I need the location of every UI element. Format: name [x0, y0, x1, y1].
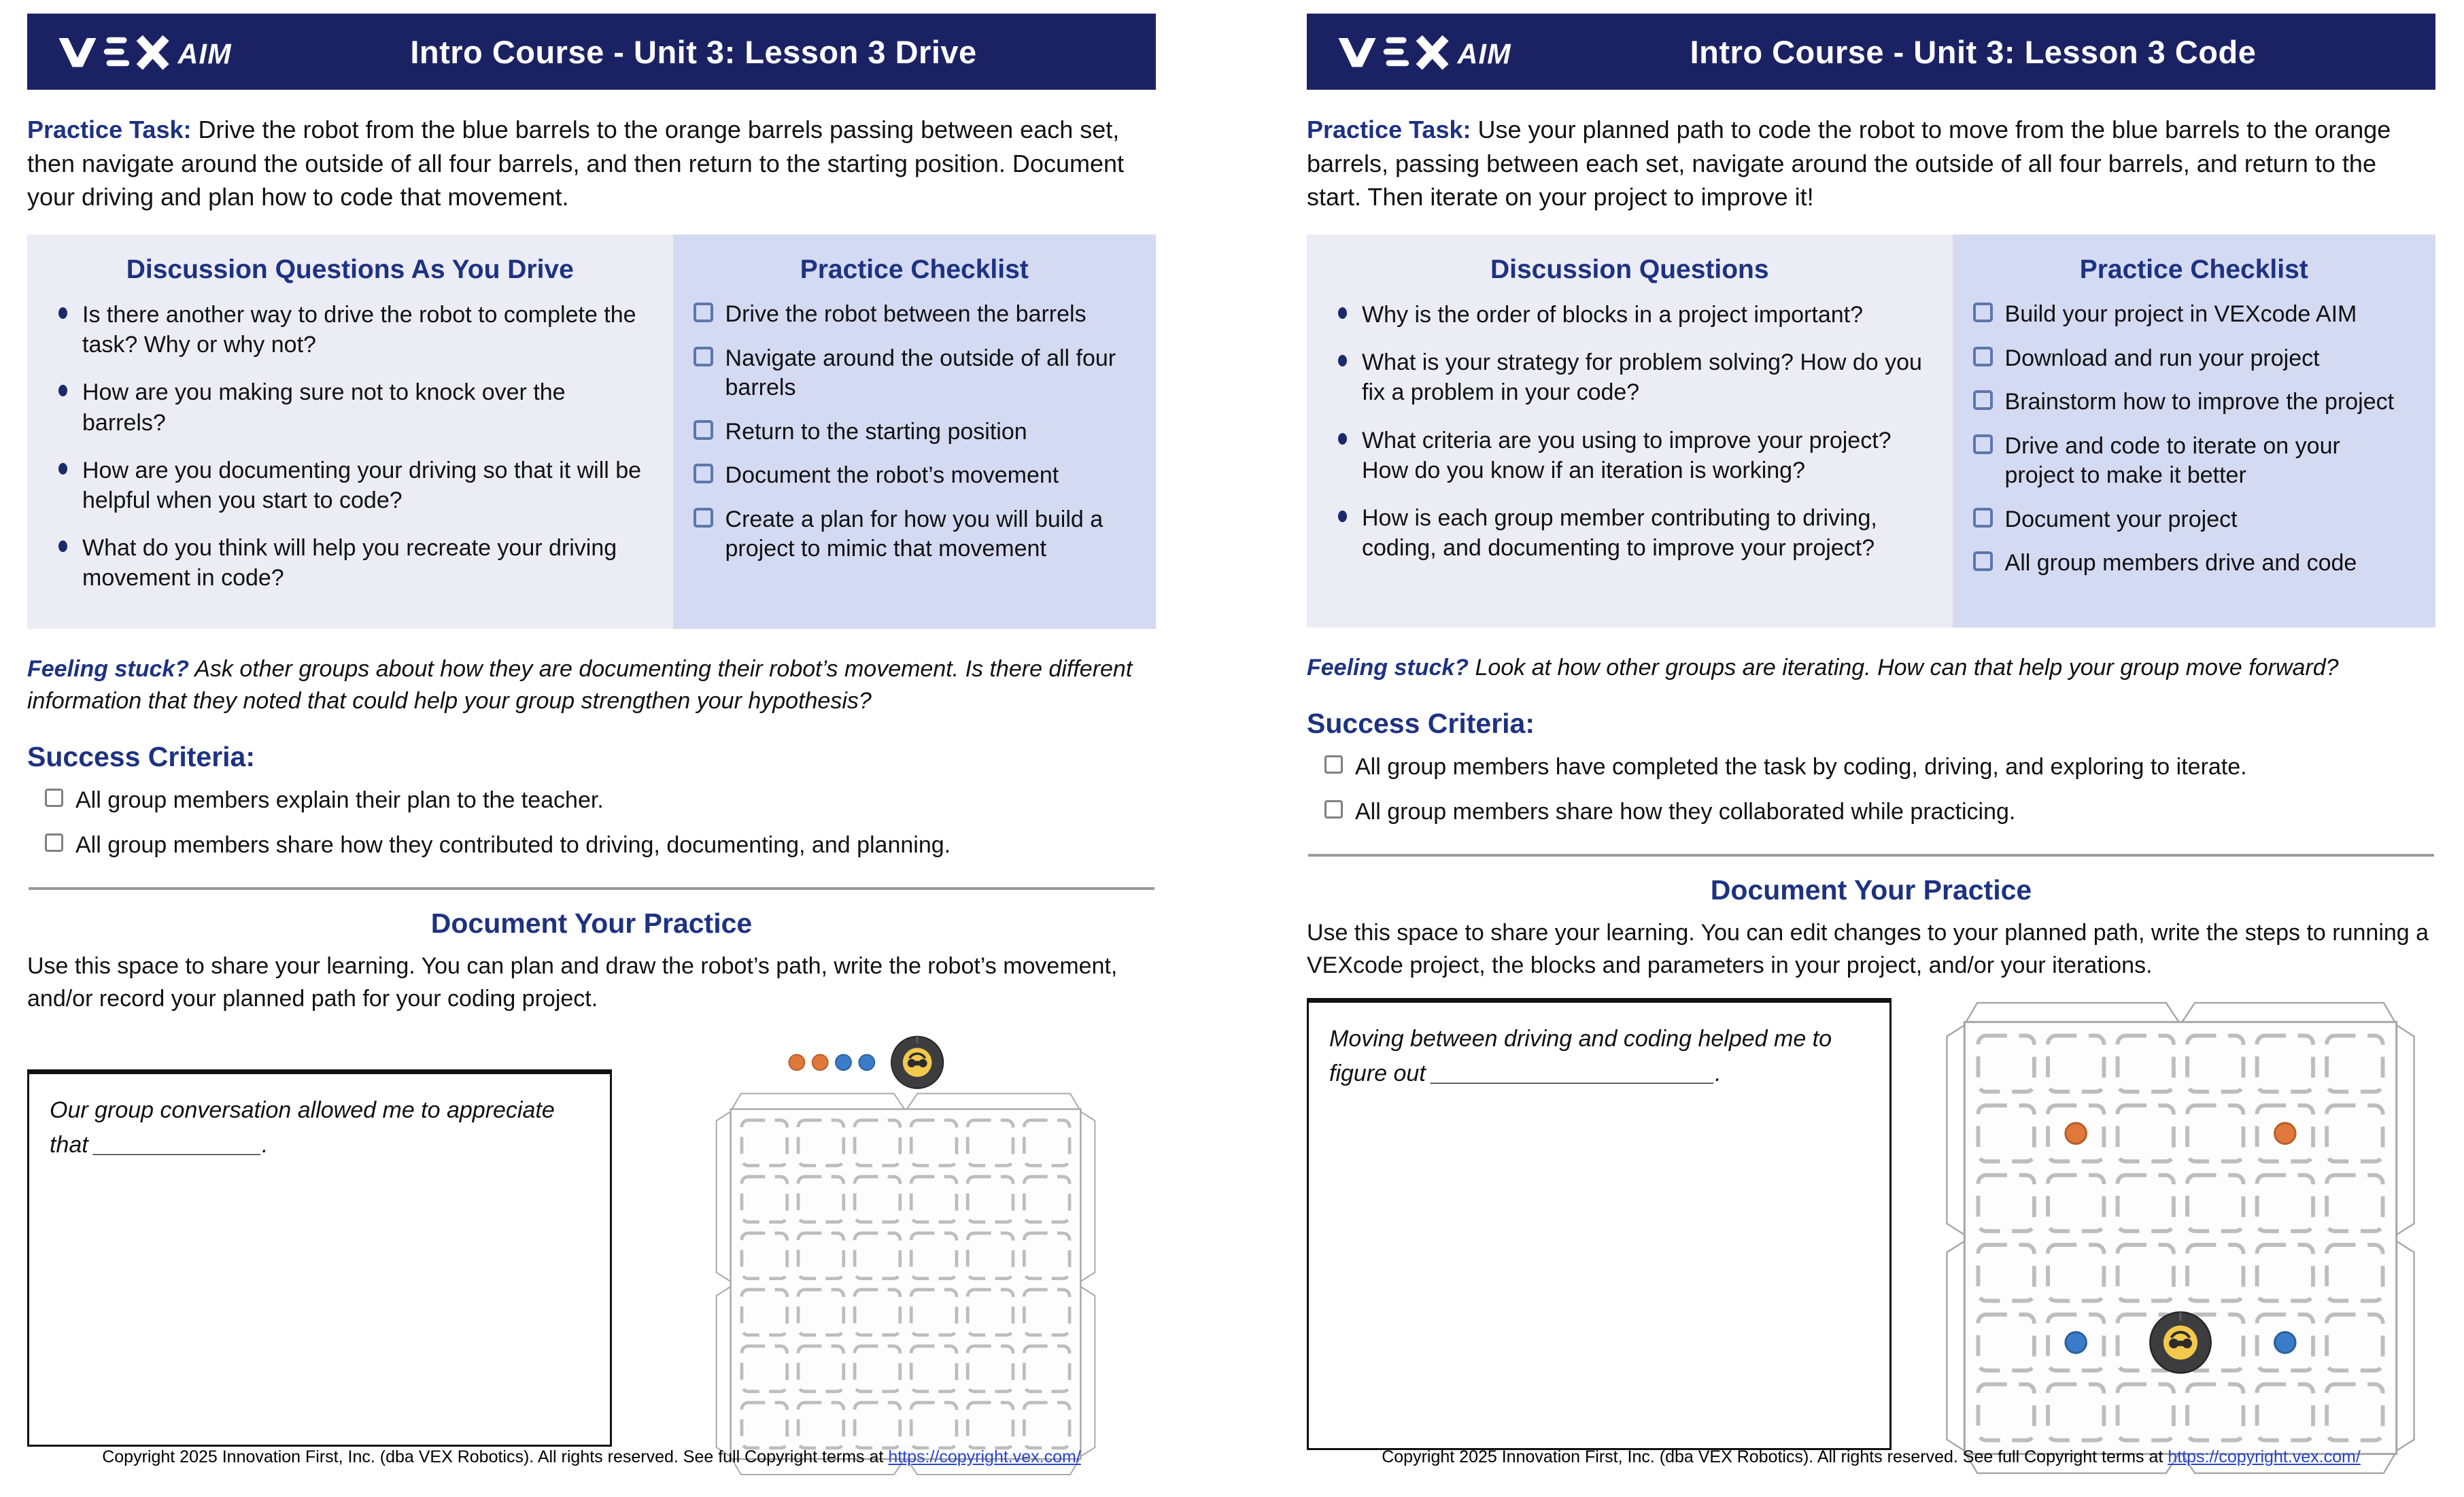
discussion-question-text: How is each group member contributing to driving, coding, and documenting to improve your project?: [1362, 504, 1877, 562]
checklist-item: [1973, 300, 2415, 330]
checklist-item: [694, 505, 1135, 564]
discussion-question: [1327, 300, 1932, 330]
checkbox-icon: [1973, 303, 1993, 322]
discussion-question: [48, 377, 653, 437]
practice-task-text: Use your planned path to code the robot to move from the blue barrels to the orange barrels, passing between each set, navigate around the outside of all four barrels, and return to the start. Then iterate on your project to improve it!: [1307, 116, 2391, 211]
checklist-item-text: Document the robot’s movement: [725, 462, 1059, 489]
success-criteria-title: Success Criteria:: [27, 740, 256, 772]
copyright-text: Copyright 2025 Innovation First, Inc. (dba VEX Robotics). All rights reserved. See full Copyright terms at: [1382, 1447, 2168, 1466]
practice-task-label: Practice Task:: [1307, 116, 1471, 143]
practice-task-text: Drive the robot from the blue barrels to the orange barrels passing between each set, then navigate around the outside of all four barrels, and then return to the starting position. Document your driving and plan how to code that movement.: [27, 116, 1125, 211]
checkbox-icon: [1973, 347, 1993, 366]
success-criteria-item: [45, 785, 1156, 815]
success-criteria-text: All group members explain their plan to the teacher.: [75, 787, 604, 813]
discussion-question: [1327, 503, 1932, 563]
lesson-title: Intro Course - Unit 3: Lesson 3 Code: [1690, 33, 2257, 70]
success-criteria-item: [1324, 797, 2435, 827]
discussion-title: Discussion Questions As You Drive: [126, 255, 574, 285]
checkbox-icon: [1324, 755, 1343, 774]
success-criteria-list: [27, 785, 1156, 860]
checklist-item-text: Create a plan for how you will build a project to mimic that movement: [725, 506, 1103, 562]
orange-barrel-dot: [812, 1055, 828, 1071]
feeling-stuck-note: [1307, 652, 2435, 685]
practice-checklist-box: [1953, 235, 2435, 627]
field-flap: [1080, 1287, 1095, 1457]
success-criteria-item: [45, 830, 1156, 860]
feeling-stuck-note: [27, 653, 1156, 718]
checklist-list: [694, 300, 1135, 564]
writing-prompt: Our group conversation allowed me to appreciate that _____________.: [50, 1097, 555, 1158]
field-flap: [717, 1287, 731, 1457]
blue-barrel-dot: [859, 1055, 874, 1071]
checklist-title: Practice Checklist: [800, 255, 1029, 285]
checklist-item: [1973, 388, 2415, 417]
checklist-title: Practice Checklist: [2079, 255, 2308, 285]
field-tile: [731, 1109, 1081, 1460]
checkbox-icon: [694, 420, 713, 440]
vex-aim-logo-icon: [1337, 32, 1541, 71]
discussion-question: [1327, 426, 1932, 485]
discussion-question: [48, 533, 653, 593]
copyright-link[interactable]: https://copyright.vex.com/: [888, 1447, 1081, 1466]
discussion-question-text: What is your strategy for problem solving? How do you fix a problem in your code?: [1362, 349, 1922, 406]
header-bar: [27, 14, 1156, 90]
aim-robot-icon: [2150, 1312, 2210, 1373]
field-flap: [907, 1094, 1080, 1109]
worksheet-page-code: [1307, 14, 2435, 1483]
field-flap: [2397, 1025, 2414, 1235]
success-criteria-text: All group members share how they collaborated while practicing.: [1355, 798, 2016, 825]
discussion-question-text: What do you think will help you recreate your driving movement in code?: [82, 535, 617, 591]
checkbox-icon: [694, 347, 713, 366]
checklist-item: [1973, 505, 2415, 535]
checkbox-icon: [694, 464, 713, 483]
discussion-question-text: Is there another way to drive the robot to complete the task? Why or why not?: [82, 302, 636, 358]
field-flap: [2182, 1003, 2395, 1022]
checklist-item: [1973, 432, 2415, 491]
bullet-icon: [1338, 433, 1347, 445]
discussion-questions-box: [1307, 235, 1953, 627]
discussion-question-text: How are you making sure not to knock over the barrels?: [82, 379, 566, 436]
discussion-question-text: How are you documenting your driving so that it will be helpful when you start to code?: [82, 457, 642, 513]
bullet-icon: [58, 307, 67, 319]
bullet-icon: [58, 463, 67, 475]
discussion-list: [1327, 300, 1932, 563]
orange-barrel-dot: [789, 1055, 804, 1071]
bullet-icon: [1338, 307, 1347, 319]
blue-barrel-dot: [2275, 1332, 2296, 1354]
worksheet-page-drive: [27, 14, 1156, 1483]
bullet-icon: [1338, 511, 1347, 522]
feeling-stuck-label: Feeling stuck?: [27, 655, 190, 682]
practice-task-label: Practice Task:: [27, 116, 192, 143]
copyright-text: Copyright 2025 Innovation First, Inc. (dba VEX Robotics). All rights reserved. See full Copyright terms at: [102, 1447, 889, 1466]
checklist-item: [1973, 549, 2415, 579]
checklist-item: [694, 300, 1135, 330]
bullet-icon: [58, 385, 67, 396]
checkbox-icon: [1973, 434, 1993, 454]
feeling-stuck-text: Ask other groups about how they are documenting their robot’s movement. Is there different information that they noted that could help your group strengthen your hypothesis?: [27, 655, 1133, 715]
checkbox-icon: [1973, 390, 1993, 410]
field-tile: [1964, 1022, 2396, 1453]
writing-box: [1307, 998, 1892, 1450]
document-practice-title: Document Your Practice: [430, 908, 753, 940]
section-divider: [1308, 854, 2434, 857]
practice-task: [1307, 113, 2435, 214]
discussion-question: [48, 300, 653, 360]
success-criteria-list: [1307, 752, 2435, 827]
checklist-item-text: Download and run your project: [2004, 345, 2320, 371]
checkbox-icon: [694, 508, 713, 528]
info-boxes-row: [27, 235, 1156, 629]
checklist-item-text: Brainstorm how to improve the project: [2004, 389, 2395, 415]
feeling-stuck-label: Feeling stuck?: [1307, 655, 1469, 681]
checkbox-icon: [45, 833, 63, 852]
discussion-question: [48, 455, 653, 515]
success-criteria-title: Success Criteria:: [1307, 707, 1535, 739]
document-practice-intro: Use this space to share your learning. You can edit changes to your planned path, write the steps to running a VEXcode project, the blocks and parameters in your project, and/or your iterations.: [1307, 919, 2429, 978]
document-practice-area: [27, 1031, 1156, 1479]
field-flap: [732, 1094, 905, 1109]
checklist-item: [694, 417, 1135, 447]
copyright-footer: [1307, 1447, 2435, 1467]
field-flap: [1947, 1025, 1964, 1235]
discussion-question-text: Why is the order of blocks in a project important?: [1362, 302, 1863, 328]
aim-field-graphic: [711, 1031, 1100, 1479]
practice-task: [27, 113, 1156, 214]
field-flap: [1966, 1003, 2179, 1022]
writing-prompt: Moving between driving and coding helped me to figure out ______________________.: [1329, 1026, 1832, 1087]
bullet-icon: [58, 540, 67, 552]
checklist-item-text: Navigate around the outside of all four barrels: [725, 345, 1116, 401]
lesson-title: Intro Course - Unit 3: Lesson 3 Drive: [410, 33, 977, 70]
blue-barrel-dot: [2066, 1332, 2087, 1354]
checklist-item-text: Return to the starting position: [725, 418, 1027, 445]
bullet-icon: [1338, 355, 1347, 366]
checklist-item-text: Drive the robot between the barrels: [725, 301, 1086, 328]
logo-aim-text: AIM: [1457, 38, 1511, 70]
feeling-stuck-text: Look at how other groups are iterating. How can that help your group move forward?: [1475, 655, 2339, 681]
section-divider: [29, 887, 1154, 890]
header-bar: [1307, 14, 2435, 90]
checkbox-icon: [45, 789, 63, 807]
checkbox-icon: [694, 303, 713, 322]
copyright-link[interactable]: https://copyright.vex.com/: [2168, 1447, 2361, 1466]
checklist-item-text: Document your project: [2004, 506, 2238, 532]
discussion-questions-box: [27, 235, 673, 629]
writing-box: [27, 1069, 612, 1447]
aim-field-svg: [1940, 998, 2420, 1478]
vex-aim-logo-icon: [57, 32, 261, 71]
document-practice-intro: Use this space to share your learning. You can plan and draw the robot’s path, write the robot’s movement, and/or record your planned path for your coding project.: [27, 953, 1118, 1012]
field-flap: [1947, 1241, 1964, 1451]
discussion-title: Discussion Questions: [1490, 255, 1769, 285]
field-flap: [717, 1112, 731, 1281]
success-criteria-text: All group members have completed the task by coding, driving, and exploring to iterate.: [1355, 753, 2247, 780]
field-flap: [2397, 1241, 2414, 1451]
document-practice-title: Document Your Practice: [1710, 874, 2032, 906]
aim-field-graphic: [1940, 998, 2420, 1478]
checklist-item: [1973, 344, 2415, 374]
aim-robot-icon: [891, 1037, 943, 1088]
field-flap: [1080, 1112, 1095, 1281]
checklist-item-text: All group members drive and code: [2004, 550, 2357, 577]
document-practice-area: [1307, 998, 2435, 1478]
checklist-item: [694, 344, 1135, 403]
practice-checklist-box: [673, 235, 1156, 629]
vex-aim-logo-svg: [57, 32, 261, 71]
discussion-question: [1327, 347, 1932, 407]
checklist-item-text: Drive and code to iterate on your project to make it better: [2004, 432, 2340, 489]
info-boxes-row: [1307, 235, 2435, 627]
discussion-list: [48, 300, 653, 593]
checkbox-icon: [1973, 508, 1993, 528]
logo-aim-text: AIM: [177, 38, 232, 70]
checklist-list: [1973, 300, 2415, 579]
checkbox-icon: [1973, 551, 1993, 571]
success-criteria-item: [1324, 752, 2435, 782]
success-criteria-text: All group members share how they contributed to driving, documenting, and planning.: [75, 831, 951, 858]
copyright-footer: [27, 1447, 1156, 1467]
vex-aim-logo-svg: [1337, 32, 1541, 71]
orange-barrel-dot: [2275, 1123, 2296, 1144]
blue-barrel-dot: [836, 1055, 851, 1071]
orange-barrel-dot: [2066, 1123, 2087, 1144]
checklist-item: [694, 461, 1135, 491]
checkbox-icon: [1324, 800, 1343, 819]
checklist-item-text: Build your project in VEXcode AIM: [2004, 301, 2357, 328]
aim-field-svg: [711, 1031, 1100, 1479]
discussion-question-text: What criteria are you using to improve your project? How do you know if an iteration is working?: [1362, 427, 1892, 483]
